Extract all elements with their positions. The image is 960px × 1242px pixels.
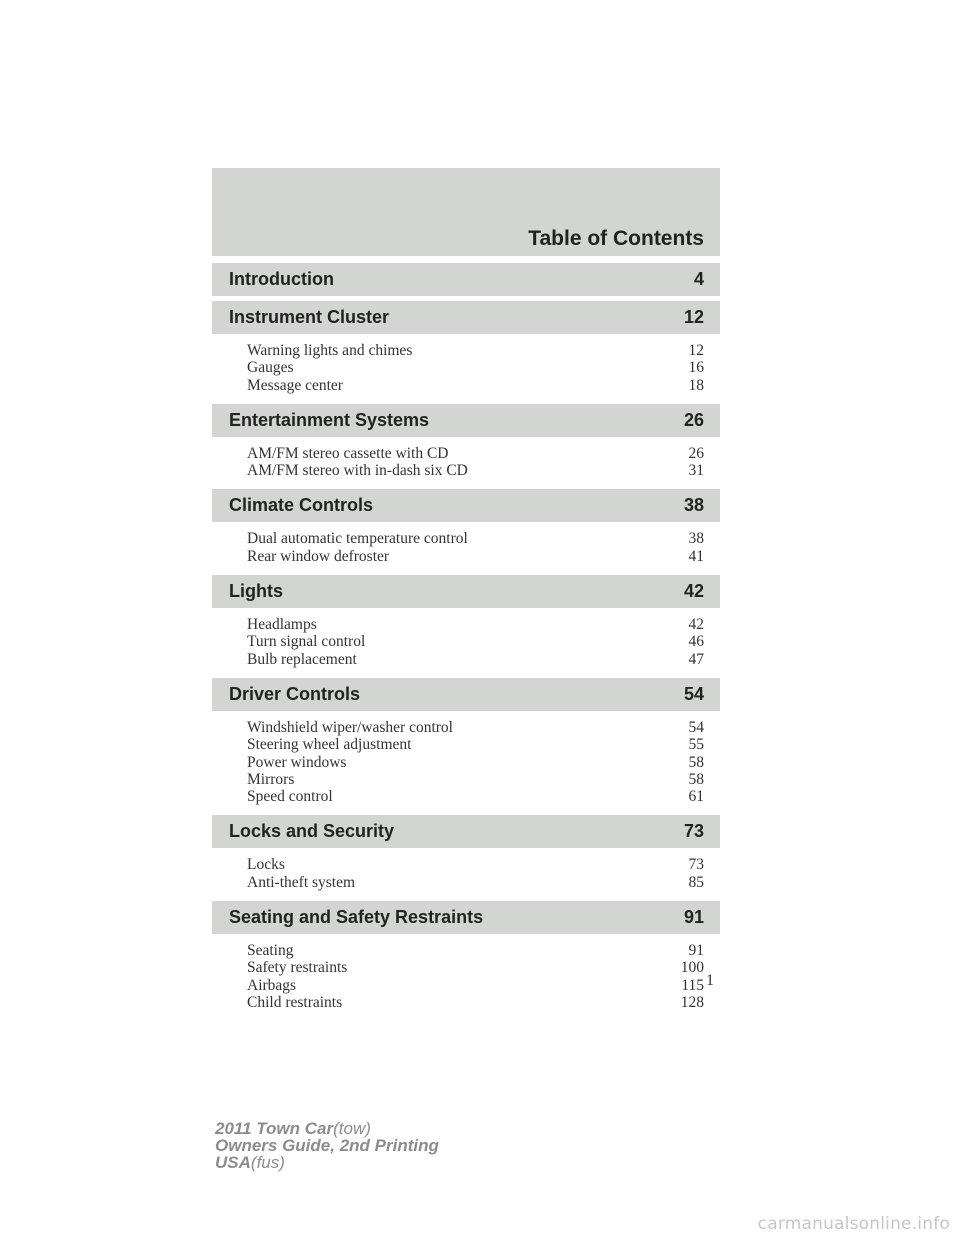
toc-entry[interactable] [247, 754, 704, 771]
toc-entry-label: Speed control [247, 788, 333, 806]
toc-entry[interactable] [247, 719, 704, 736]
toc-section-heading[interactable] [212, 301, 720, 334]
toc-entry-page: 115 [681, 976, 704, 994]
header-banner [212, 168, 720, 256]
footer-market: USA [215, 1153, 251, 1172]
toc-entry[interactable] [247, 959, 704, 976]
footer-guide: Owners Guide, 2nd Printing [215, 1136, 439, 1155]
toc-entry[interactable] [247, 736, 704, 753]
toc-entry-page: 73 [688, 856, 704, 874]
toc-section-heading[interactable] [212, 404, 720, 437]
toc-entry-page: 47 [688, 650, 704, 668]
toc-entry-label: Anti-theft system [247, 873, 356, 891]
toc-entry[interactable] [247, 771, 704, 788]
toc-section-heading[interactable] [212, 263, 720, 296]
toc-entry-list [212, 334, 720, 404]
toc-entry-page: 46 [688, 633, 704, 651]
toc-entry-page: 58 [688, 753, 704, 771]
print-footer [215, 1120, 439, 1171]
page-number: 1 [706, 972, 714, 989]
toc-entry-label: Steering wheel adjustment [247, 736, 412, 754]
toc-entry-label: Seating [247, 942, 294, 960]
watermark: carmanualsonline.info [757, 1214, 950, 1234]
toc-entry-label: Child restraints [247, 993, 343, 1011]
toc-entry-page: 54 [688, 718, 704, 736]
toc-entry-label: Warning lights and chimes [247, 342, 413, 359]
toc-section-title: Driver Controls [229, 683, 361, 704]
toc-entry-page: 16 [688, 359, 704, 377]
toc-section-page: 42 [683, 581, 704, 602]
toc-section-page: 91 [683, 907, 704, 928]
toc-section-page: 54 [683, 683, 704, 704]
toc-entry[interactable] [247, 994, 704, 1011]
toc-entry[interactable] [247, 651, 704, 668]
toc-section-page: 4 [693, 269, 704, 289]
toc-entry-page: 61 [688, 788, 704, 806]
toc-entry-label: Dual automatic temperature control [247, 530, 468, 548]
toc-entry-label: Message center [247, 376, 343, 394]
toc-entry-label: Gauges [247, 359, 294, 377]
toc-entry-page: 58 [688, 770, 704, 788]
toc-entry-page: 31 [688, 462, 704, 480]
toc-entry[interactable] [247, 548, 704, 565]
toc-section-title: Climate Controls [229, 495, 374, 516]
toc-entry[interactable] [247, 977, 704, 994]
toc-section-title: Seating and Safety Restraints [229, 907, 484, 928]
toc-entry-list [212, 437, 720, 490]
toc-entry-label: Airbags [247, 976, 297, 994]
toc-entry[interactable] [247, 342, 704, 359]
toc-section-page: 12 [683, 307, 704, 327]
page-title: Table of Contents [528, 227, 704, 250]
table-of-contents [212, 263, 720, 1021]
toc-section-page: 26 [683, 409, 704, 430]
toc-entry[interactable] [247, 942, 704, 959]
toc-entry-page: 100 [680, 959, 704, 977]
toc-section-heading[interactable] [212, 678, 720, 711]
toc-entry-page: 128 [680, 993, 704, 1011]
toc-entry-label: Power windows [247, 753, 347, 771]
toc-entry[interactable] [247, 788, 704, 805]
toc-entry-list [212, 522, 720, 575]
toc-section-heading[interactable] [212, 901, 720, 934]
toc-entry-page: 26 [688, 444, 704, 462]
toc-entry[interactable] [247, 616, 704, 633]
toc-section-title: Entertainment Systems [229, 409, 430, 430]
toc-entry[interactable] [247, 445, 704, 462]
toc-entry-page: 91 [688, 942, 704, 960]
footer-model: 2011 Town Car [215, 1119, 334, 1138]
toc-entry-page: 38 [688, 530, 704, 548]
toc-entry-label: Locks [247, 856, 285, 874]
toc-entry-list [212, 711, 720, 815]
toc-entry-label: Turn signal control [247, 633, 366, 651]
toc-entry-page: 12 [688, 342, 704, 359]
toc-entry-page: 55 [688, 736, 704, 754]
toc-entry[interactable] [247, 462, 704, 479]
toc-entry[interactable] [247, 874, 704, 891]
toc-section-title: Instrument Cluster [229, 307, 390, 327]
toc-section-title: Locks and Security [229, 821, 395, 842]
toc-section-title: Lights [229, 581, 283, 602]
footer-market-code: (fus) [250, 1153, 285, 1172]
toc-entry-label: Mirrors [247, 770, 295, 788]
toc-entry[interactable] [247, 359, 704, 376]
toc-entry-label: Safety restraints [247, 959, 348, 977]
toc-entry-label: AM/FM stereo with in-dash six CD [247, 462, 468, 480]
toc-entry-list [212, 934, 720, 1021]
toc-section-page: 73 [683, 821, 704, 842]
toc-entry-page: 85 [688, 873, 704, 891]
toc-section-heading[interactable] [212, 575, 720, 608]
toc-entry-label: Rear window defroster [247, 547, 390, 565]
toc-entry-page: 42 [688, 616, 704, 634]
toc-entry-list [212, 848, 720, 901]
toc-entry-label: Bulb replacement [247, 650, 357, 668]
toc-section-page: 38 [683, 495, 704, 516]
toc-entry-label: Windshield wiper/washer control [247, 718, 453, 736]
toc-entry[interactable] [247, 856, 704, 873]
footer-model-code: (tow) [333, 1119, 371, 1138]
toc-entry-label: AM/FM stereo cassette with CD [247, 444, 449, 462]
toc-section-heading[interactable] [212, 815, 720, 848]
toc-entry[interactable] [247, 530, 704, 547]
toc-entry-page: 41 [688, 547, 704, 565]
toc-entry-list [212, 608, 720, 678]
toc-entry-label: Headlamps [247, 616, 317, 634]
toc-entry[interactable] [247, 377, 704, 394]
toc-section-heading[interactable] [212, 489, 720, 522]
toc-entry[interactable] [247, 633, 704, 650]
toc-section-title: Introduction [229, 269, 334, 289]
toc-entry-page: 18 [688, 376, 704, 394]
